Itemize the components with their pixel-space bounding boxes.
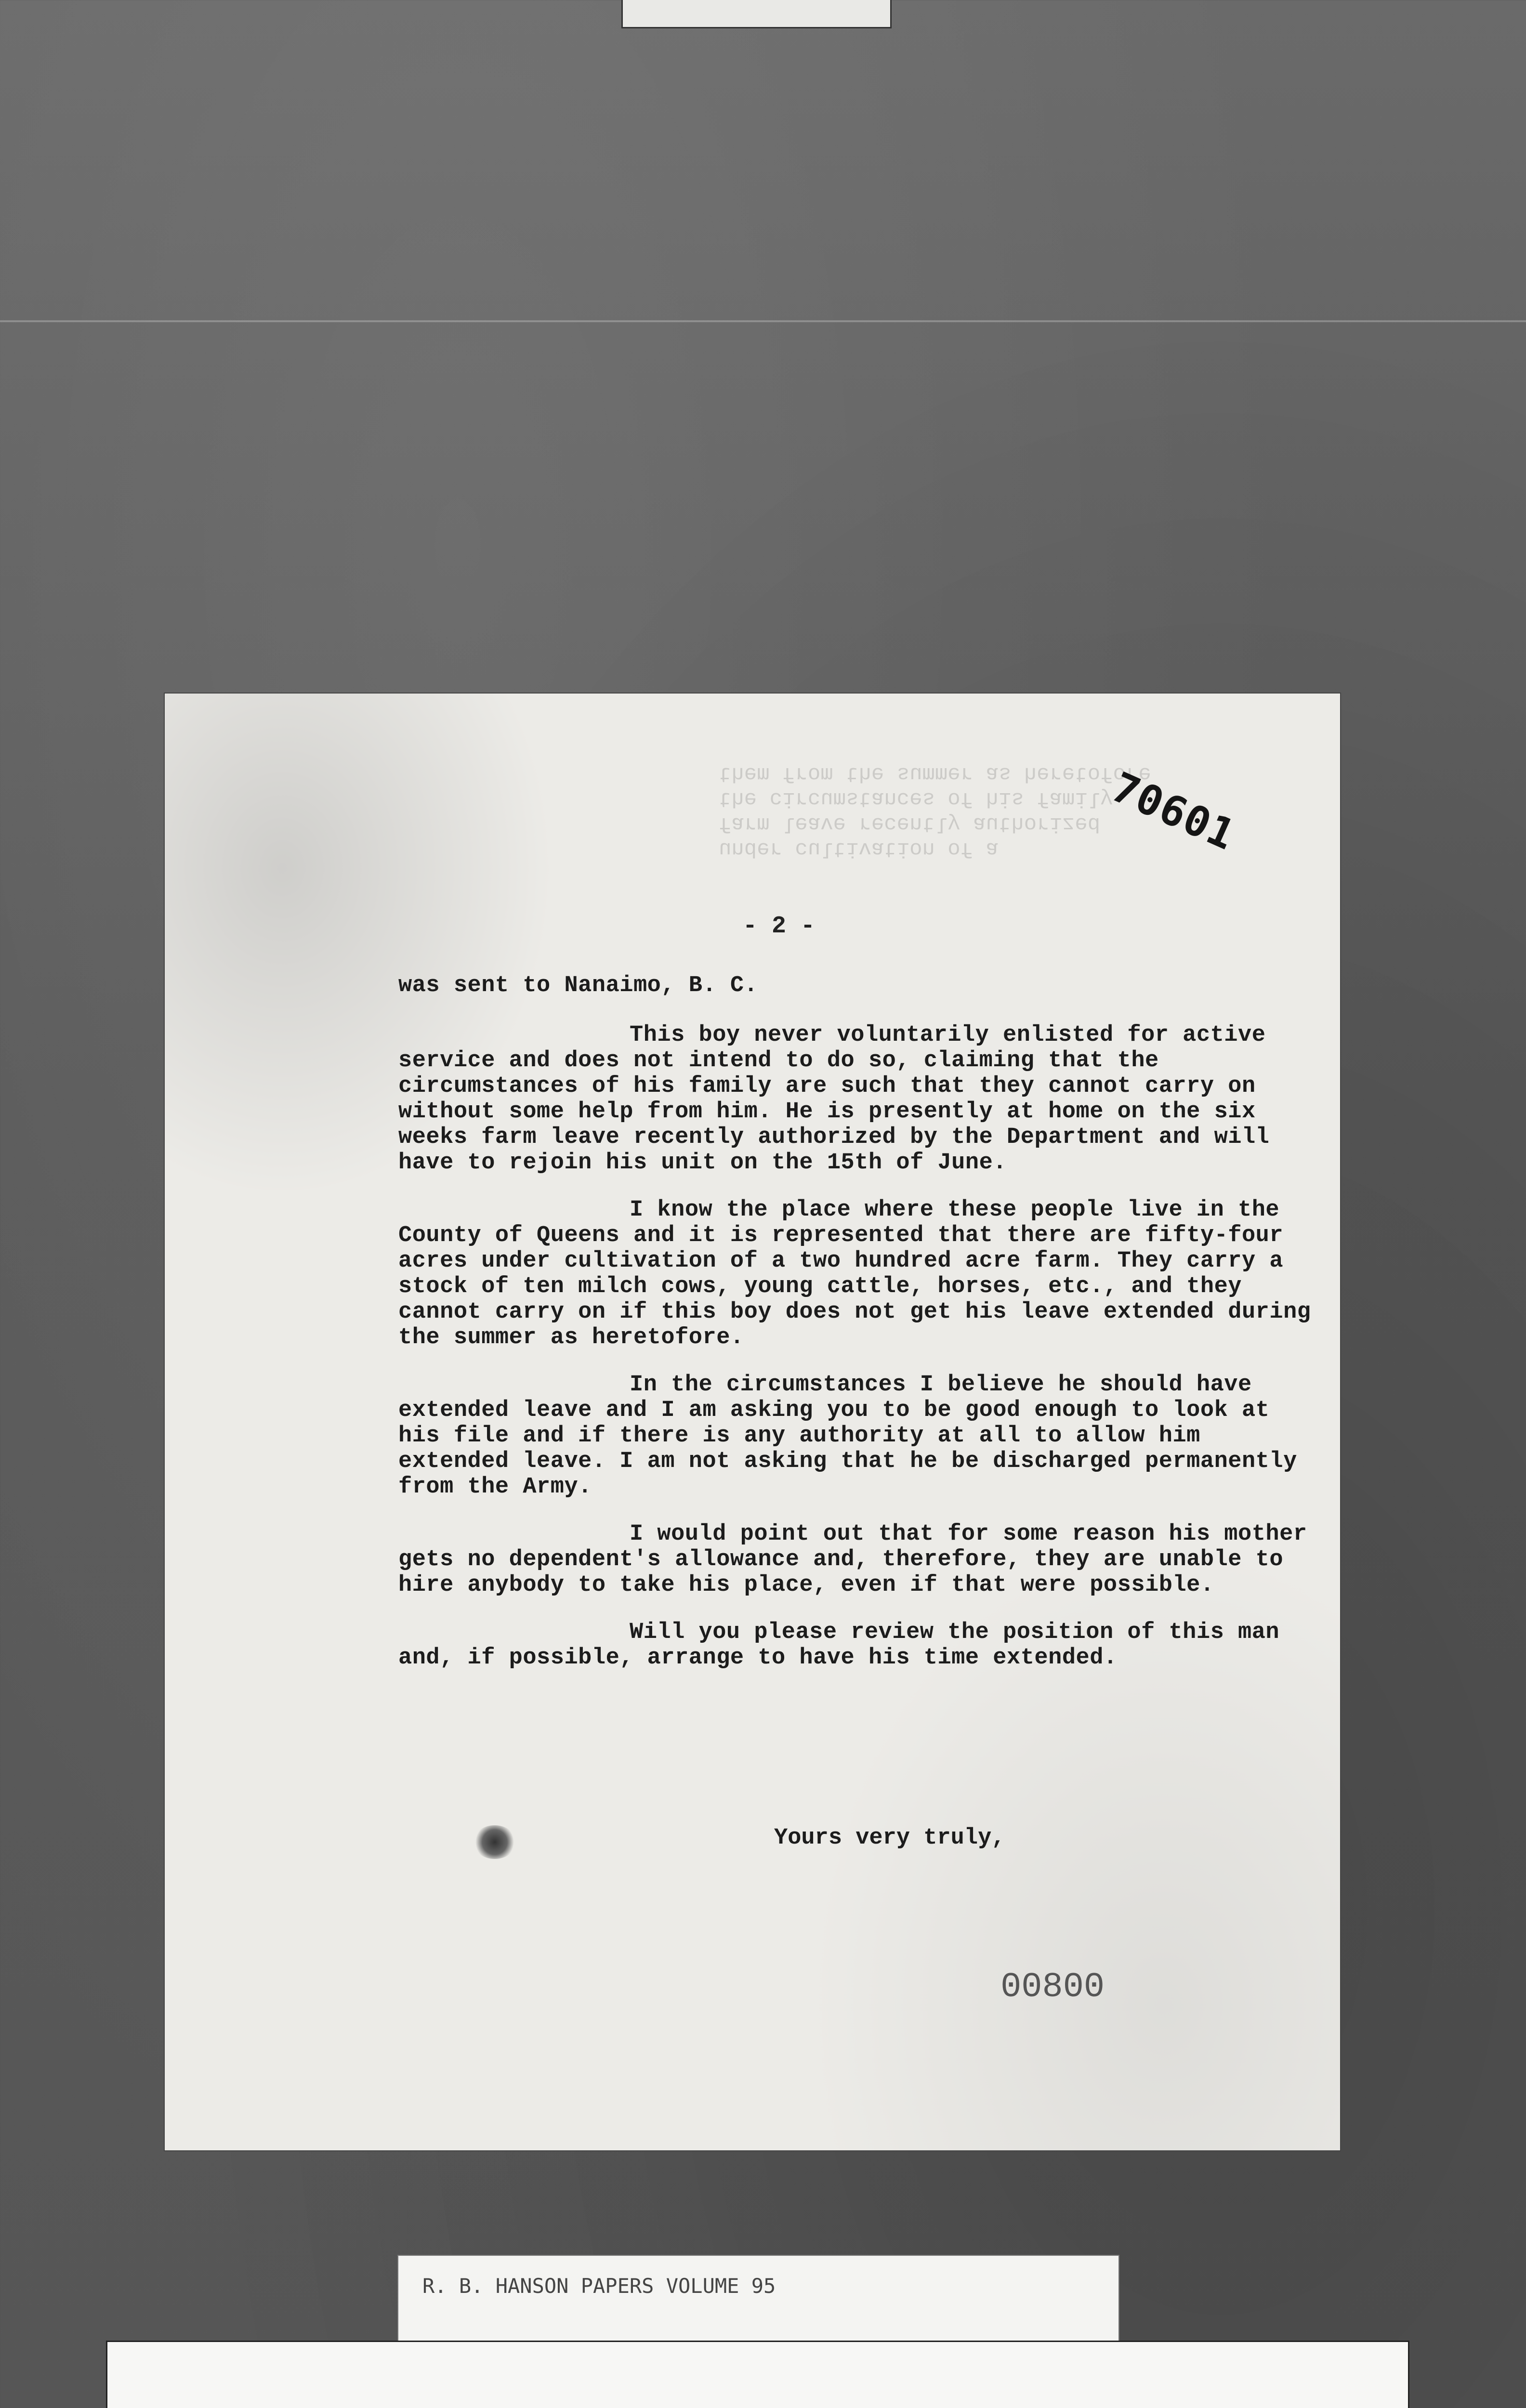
paragraph-3: In the circumstances I believe he should have extended leave and I am asking you to be good enough to look at his file and if there is any authority at all to allow him extended leave. I am not asking that he be discharged permanently from the Army. <box>398 1372 1297 1500</box>
top-paper-tab <box>621 0 892 28</box>
paragraph-1: This boy never voluntarily enlisted for active service and does not intend to do so, claiming that the circumstances of his family are such that they cannot carry on without some help from him. He is presently at home on the six weeks farm leave recently authorized by the Department and will have to rejoin his unit on the 15th of June. <box>398 1022 1270 1176</box>
paragraph-4: I would point out that for some reason his mother gets no dependent's allowance and, therefore, they are unable to hire anybody to take his place, even if that were possible. <box>398 1521 1307 1598</box>
ink-blot <box>473 1825 516 1859</box>
letter-body <box>398 973 1314 1692</box>
letter-page <box>165 694 1340 2150</box>
page-number: - 2 - <box>743 913 816 940</box>
paragraph-5: Will you please review the position of this man and, if possible, arrange to have his time extended. <box>398 1620 1280 1671</box>
closing-salutation: Yours very truly, <box>774 1825 1005 1851</box>
intro-line: was sent to Nanaimo, B. C. <box>398 973 758 998</box>
document-stamp-number: 70601 <box>1105 763 1243 860</box>
background-crease <box>0 320 1526 322</box>
bleed-through-text: under cultivation of a farm leave recently authorized the circumstances of his family them from the summer as heretofore <box>719 761 1151 861</box>
volume-label-text: R. B. HANSON PAPERS VOLUME 95 <box>422 2274 776 2298</box>
archives-card <box>106 2341 1409 2408</box>
volume-label <box>397 2255 1119 2346</box>
bottom-stamp-number: 00800 <box>1000 1967 1105 2007</box>
paragraph-2: I know the place where these people live in the County of Queens and it is represented that there are fifty-four acres under cultivation of a two hundred acre farm. They carry a stock of ten milch cows, young cattle, horses, etc., and they cannot carry on if this boy does not get his leave extended during the summer as heretofore. <box>398 1197 1311 1350</box>
